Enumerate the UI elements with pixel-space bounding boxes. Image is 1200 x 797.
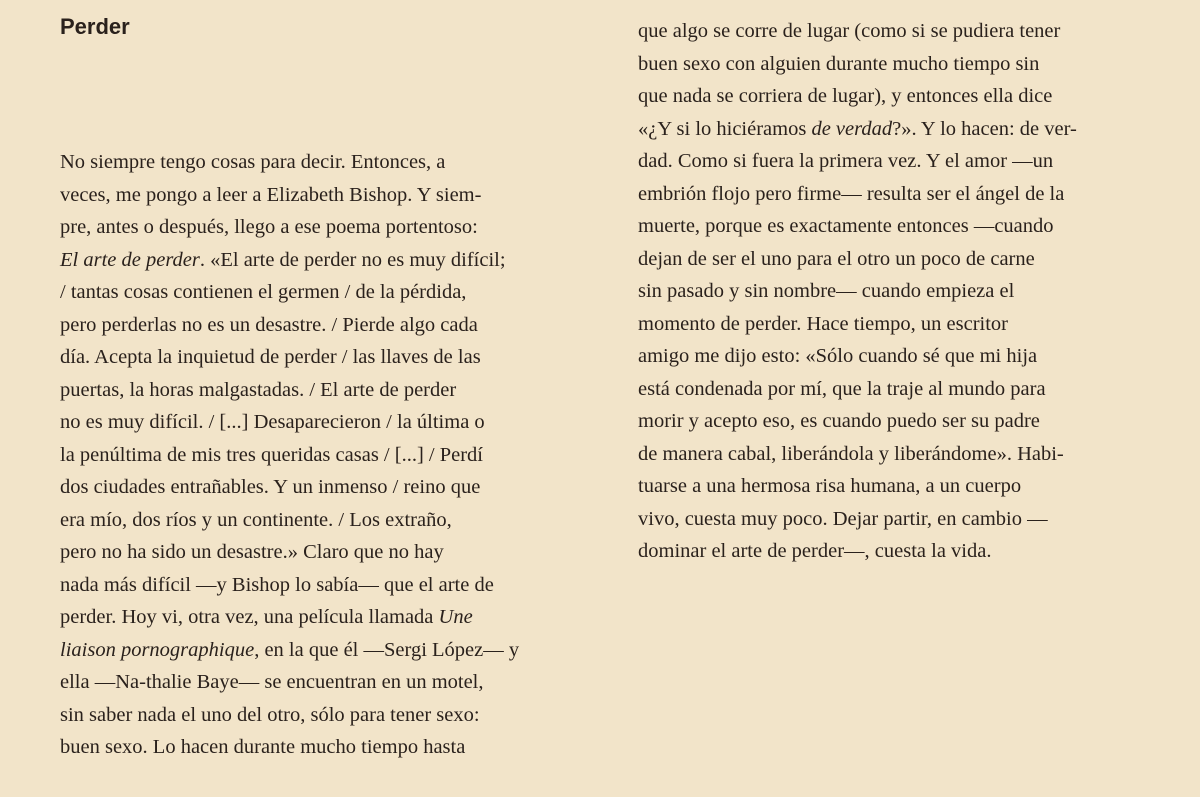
- text-line: [60, 471, 580, 504]
- text-line: [60, 569, 580, 602]
- text-line: [60, 634, 580, 667]
- text-line: [60, 601, 580, 634]
- text-segment: día. Acepta la inquietud de perder / las llaves de las: [60, 346, 481, 368]
- text-line: [60, 374, 580, 407]
- text-segment: buen sexo con alguien durante mucho tiempo sin: [638, 52, 1040, 75]
- page-title: Perder: [60, 14, 130, 39]
- text-segment: . «El arte de perder no es muy difícil;: [199, 248, 506, 271]
- text-segment: No siempre tengo cosas para decir. Entonces, a: [60, 151, 446, 173]
- text-line: [638, 308, 1158, 341]
- text-line: [60, 504, 580, 537]
- text-segment: pero no ha sido un desastre.» Claro que no hay: [60, 541, 444, 563]
- text-segment: buen sexo. Lo hacen durante mucho tiempo hasta: [60, 736, 466, 758]
- text-segment: no es muy difícil. / [...] Desaparecieron / la última o: [60, 411, 485, 433]
- text-line: [638, 113, 1158, 146]
- text-segment: morir y acepto eso, es cuando puedo ser su padre: [638, 410, 1040, 432]
- italic-text: Une: [438, 606, 473, 628]
- text-segment: veces, me pongo a leer a Elizabeth Bishop. Y siem-: [60, 183, 482, 206]
- text-line: [60, 439, 580, 472]
- text-line: [60, 666, 580, 699]
- text-segment: puertas, la horas malgastadas. / El arte de perder: [60, 378, 457, 401]
- text-line: [638, 503, 1158, 536]
- italic-text: liaison pornographique: [60, 638, 255, 661]
- text-segment: pero perderlas no es un desastre. / Pierde algo cada: [60, 313, 478, 336]
- text-line: [60, 536, 580, 569]
- text-segment: nada más difícil —y Bishop lo sabía— que el arte de: [60, 573, 494, 596]
- text-line: [638, 470, 1158, 503]
- text-line: [638, 275, 1158, 308]
- text-segment: perder. Hoy vi, otra vez, una película llamada: [60, 606, 439, 628]
- text-segment: , en la que él —Sergi López— y: [254, 638, 520, 661]
- text-line: [60, 341, 580, 374]
- text-segment: vivo, cuesta muy poco. Dejar partir, en cambio —: [638, 507, 1048, 530]
- text-line: [638, 373, 1158, 406]
- text-line: [638, 178, 1158, 211]
- text-line: [60, 211, 580, 244]
- text-segment: que algo se corre de lugar (como si se pudiera tener: [638, 20, 1061, 42]
- text-segment: sin saber nada el uno del otro, sólo para tener sexo:: [60, 703, 480, 726]
- text-segment: ?». Y lo hacen: de ver-: [892, 117, 1077, 140]
- text-segment: que nada se corriera de lugar), y entonces ella dice: [638, 85, 1053, 107]
- text-line: [60, 179, 580, 212]
- text-line: [60, 406, 580, 439]
- text-line: [638, 145, 1158, 178]
- text-line: [60, 244, 580, 277]
- text-segment: de manera cabal, liberándola y liberándome». Habi-: [638, 442, 1064, 465]
- text-segment: «¿Y si lo hiciéramos: [638, 117, 812, 140]
- text-line: [60, 146, 580, 179]
- text-segment: ella —Na-thalie Baye— se encuentran en un motel,: [60, 671, 484, 693]
- text-line: [638, 80, 1158, 113]
- text-segment: / tantas cosas contienen el germen / de la pérdida,: [60, 281, 467, 303]
- text-segment: pre, antes o después, llego a ese poema portentoso:: [60, 216, 478, 238]
- italic-text: El arte de perder: [60, 248, 200, 271]
- text-line: [638, 405, 1158, 438]
- text-line: [60, 276, 580, 309]
- text-segment: amigo me dijo esto: «Sólo cuando sé que mi hija: [638, 345, 1038, 367]
- text-line: [60, 731, 580, 764]
- text-line: [638, 340, 1158, 373]
- text-column-left: [60, 146, 580, 764]
- text-line: [638, 210, 1158, 243]
- text-segment: era mío, dos ríos y un continente. / Los extraño,: [60, 508, 452, 531]
- text-line: [60, 309, 580, 342]
- text-segment: muerte, porque es exactamente entonces —cuando: [638, 215, 1054, 237]
- text-segment: sin pasado y sin nombre— cuando empieza el: [638, 280, 1015, 302]
- text-line: [60, 699, 580, 732]
- text-segment: dos ciudades entrañables. Y un inmenso / reino que: [60, 476, 481, 498]
- text-segment: la penúltima de mis tres queridas casas / [...] / Perdí: [60, 443, 483, 466]
- text-segment: tuarse a una hermosa risa humana, a un cuerpo: [638, 475, 1022, 497]
- text-line: [638, 243, 1158, 276]
- italic-text: de verdad: [811, 117, 893, 140]
- text-line: [638, 438, 1158, 471]
- text-segment: momento de perder. Hace tiempo, un escritor: [638, 312, 1009, 335]
- text-segment: está condenada por mí, que la traje al mundo para: [638, 377, 1046, 400]
- text-segment: dejan de ser el uno para el otro un poco de carne: [638, 247, 1035, 270]
- text-column-right: [638, 15, 1158, 568]
- text-line: [638, 535, 1158, 568]
- text-line: [638, 48, 1158, 81]
- text-line: [638, 15, 1158, 48]
- text-segment: dad. Como si fuera la primera vez. Y el amor —un: [638, 150, 1054, 172]
- text-segment: embrión flojo pero firme— resulta ser el ángel de la: [638, 182, 1065, 205]
- text-segment: dominar el arte de perder—, cuesta la vida.: [638, 540, 992, 562]
